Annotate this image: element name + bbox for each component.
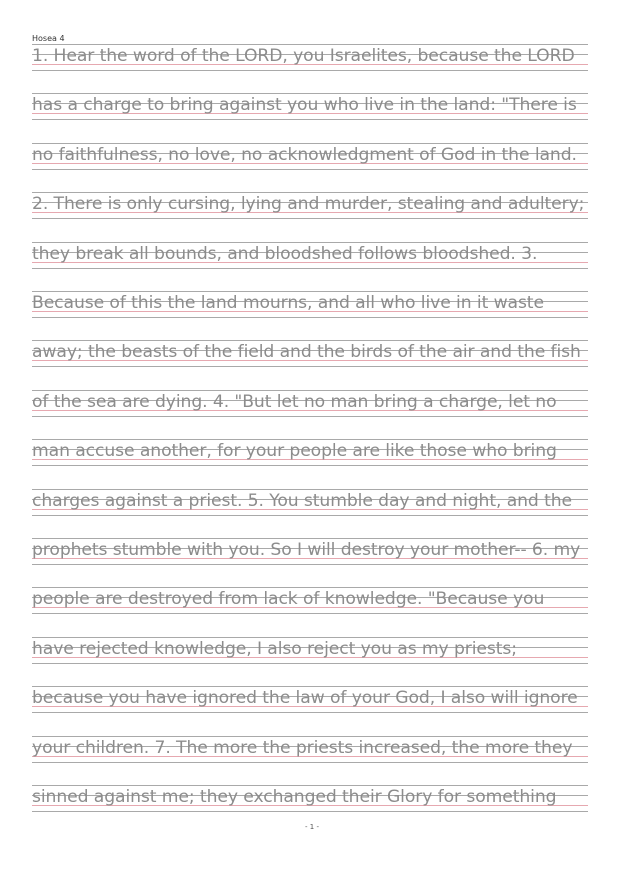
practice-line [32,736,588,768]
guide-line [32,762,588,763]
guide-line [32,291,588,292]
guide-line [32,811,588,812]
guide-line [32,366,588,367]
guide-line [32,515,588,516]
practice-line [32,637,588,669]
trace-text: sinned against me; they exchanged their Glory for something [32,787,557,807]
practice-line [32,587,588,619]
trace-text: prophets stumble with you. So I will destroy your mother-- 6. my [32,540,581,560]
guide-line [32,70,588,71]
trace-text: 2. There is only cursing, lying and murder, stealing and adultery; [32,194,585,215]
trace-text: have rejected knowledge, I also reject you as my priests; [32,638,517,659]
guide-line [32,340,588,341]
page-title: Hosea 4 [32,34,65,43]
guide-line [32,637,588,638]
practice-line [32,340,588,372]
trace-text: Because of this the land mourns, and all who live in it waste [32,293,544,313]
guide-line [32,489,588,490]
guide-line [32,736,588,737]
guide-line [32,390,588,391]
trace-text: because you have ignored the law of your God, I also will ignore [32,688,578,709]
trace-text: 1. Hear the word of the LORD, you Israelites, because the LORD [32,46,575,66]
guide-line [32,538,588,539]
guide-line [32,268,588,269]
practice-line [32,439,588,471]
guide-line [32,119,588,120]
trace-text: away; the beasts of the field and the birds of the air and the fish [32,342,581,363]
page-number: - 1 - [305,823,319,831]
guide-line [32,44,588,45]
guide-line [32,317,588,318]
guide-line [32,143,588,144]
trace-text: they break all bounds, and bloodshed follows bloodshed. 3. [32,243,538,264]
practice-line [32,143,588,175]
practice-line [32,489,588,521]
practice-line [32,242,588,274]
practice-line [32,390,588,422]
guide-line [32,587,588,588]
practice-line [32,291,588,323]
guide-line [32,192,588,193]
guide-line [32,686,588,687]
guide-line [32,218,588,219]
guide-line [32,613,588,614]
guide-line [32,169,588,170]
trace-text: of the sea are dying. 4. "But let no man bring a charge, let no [32,391,557,412]
guide-line [32,242,588,243]
trace-text: has a charge to bring against you who live in the land: "There is [32,95,577,116]
guide-line [32,785,588,786]
practice-line [32,686,588,718]
guide-line [32,439,588,440]
practice-line [32,93,588,125]
guide-line [32,93,588,94]
trace-text: people are destroyed from lack of knowledge. "Because you [32,589,545,610]
practice-line [32,192,588,224]
guide-line [32,465,588,466]
trace-text: your children. 7. The more the priests increased, the more they [32,737,573,758]
practice-line [32,44,588,76]
practice-line [32,785,588,817]
trace-text: no faithfulness, no love, no acknowledgment of God in the land. [32,144,577,165]
trace-text: man accuse another, for your people are like those who bring [32,441,557,462]
guide-line [32,712,588,713]
guide-line [32,663,588,664]
guide-line [32,416,588,417]
practice-line [32,538,588,570]
trace-text: charges against a priest. 5. You stumble day and night, and the [32,490,573,511]
guide-line [32,564,588,565]
